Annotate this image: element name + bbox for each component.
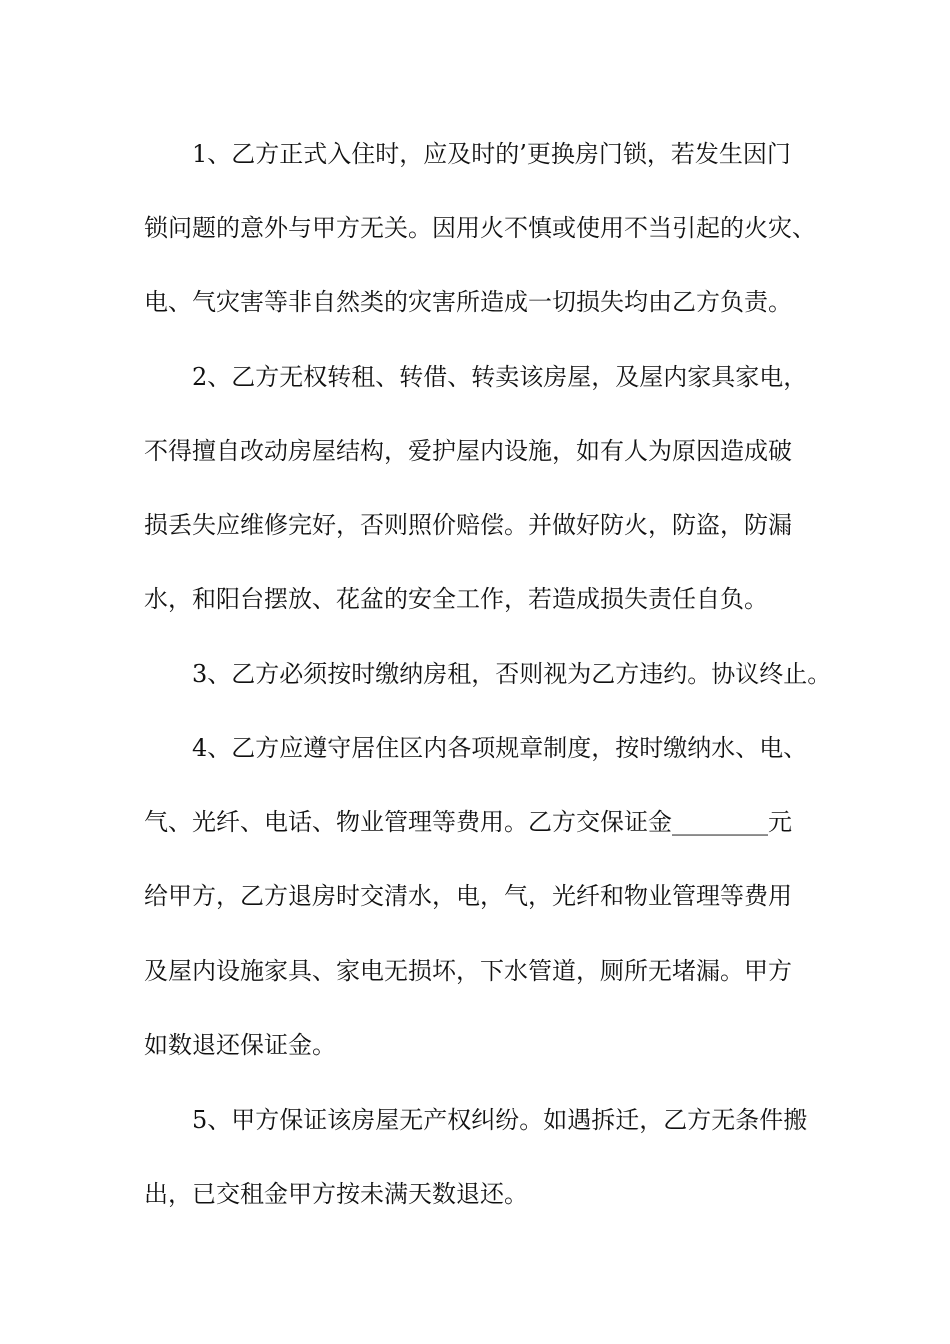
clause-2-text-1: 2、乙方无权转租、转借、转卖该房屋，及屋内家具家电， [192, 363, 808, 391]
clause-4-line-1 [0, 728, 950, 768]
clause-1-text-2: 锁问题的意外与甲方无关。因用火不慎或使用不当引起的火灾、 [144, 214, 816, 242]
clause-2-line-2 [0, 431, 950, 471]
clause-4-text-2: 气、光纤、电话、物业管理等费用。乙方交保证金________元 [144, 808, 792, 836]
clause-5-line-2 [0, 1174, 950, 1214]
clause-3-text-1: 3、乙方必须按时缴纳房租，否则视为乙方违约。协议终止。 [192, 660, 832, 688]
clause-3-line-1 [0, 654, 950, 694]
clause-4-line-2 [0, 802, 950, 842]
clause-2-line-4 [0, 579, 950, 619]
clause-1-line-3 [0, 282, 950, 322]
clause-4-text-1: 4、乙方应遵守居住区内各项规章制度，按时缴纳水、电、 [192, 734, 808, 762]
clause-2-text-4: 水，和阳台摆放、花盆的安全工作，若造成损失责任自负。 [144, 585, 768, 613]
clause-2-line-1 [0, 357, 950, 397]
clause-4-line-3 [0, 876, 950, 916]
clause-1-text-1: 1、乙方正式入住时，应及时的’更换房门锁，若发生因门 [192, 140, 791, 168]
clause-1-line-1 [0, 134, 950, 174]
clause-4-line-5 [0, 1025, 950, 1065]
clause-4-line-4 [0, 951, 950, 991]
clause-2-text-3: 损丢失应维修完好，否则照价赔偿。并做好防火，防盗，防漏 [144, 511, 792, 539]
clause-4-text-4: 及屋内设施家具、家电无损坏，下水管道，厕所无堵漏。甲方 [144, 957, 792, 985]
clause-5-text-1: 5、甲方保证该房屋无产权纠纷。如遇拆迁，乙方无条件搬 [192, 1106, 808, 1134]
clause-2-text-2: 不得擅自改动房屋结构，爱护屋内设施，如有人为原因造成破 [144, 437, 792, 465]
clause-1-text-3: 电、气灾害等非自然类的灾害所造成一切损失均由乙方负责。 [144, 288, 792, 316]
clause-5-line-1 [0, 1100, 950, 1140]
clause-1-line-2 [0, 208, 950, 248]
clause-4-text-5: 如数退还保证金。 [144, 1031, 336, 1059]
clause-4-text-3: 给甲方，乙方退房时交清水，电，气，光纤和物业管理等费用 [144, 882, 792, 910]
clause-5-text-2: 出，已交租金甲方按未满天数退还。 [144, 1180, 528, 1208]
clause-2-line-3 [0, 505, 950, 545]
